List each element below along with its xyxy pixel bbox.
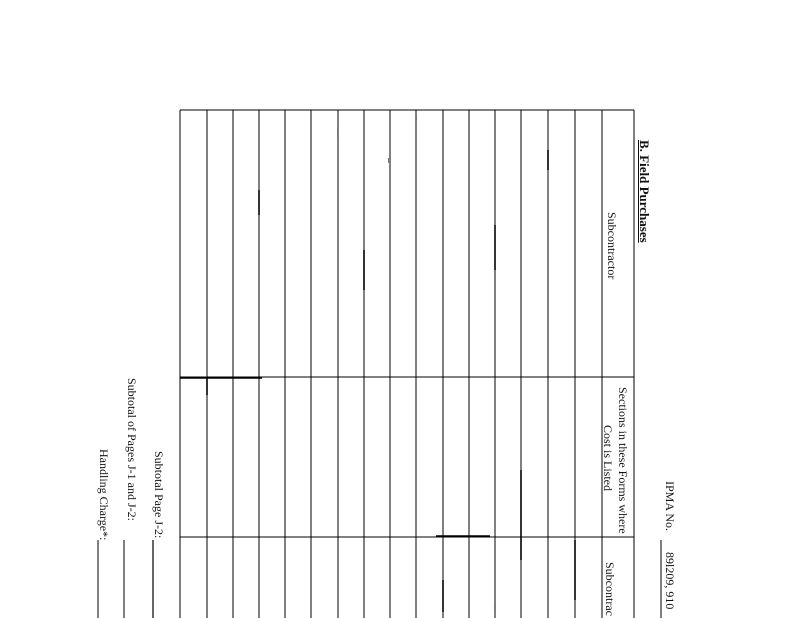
subtotal-page-label: Subtotal Page J-2:: [152, 451, 166, 539]
col-header-subcontractor-cut: Subcontrac: [603, 562, 617, 616]
col-header-subcontractor: Subcontractor: [605, 212, 619, 280]
ipma-number: 89l209, 910: [663, 552, 677, 610]
ipma-label: IPMA No.: [663, 481, 677, 532]
col-header-sections-line2: Cost is Listed: [601, 425, 615, 492]
col-header-sections-line1: Sections in these Forms where: [616, 387, 630, 534]
handling-charge-label: Handling Charge*:: [97, 449, 111, 541]
subtotal-pages-label: Subtotal of Pages J-1 and J-2:: [125, 378, 139, 521]
section-title: B. Field Purchases: [637, 140, 652, 243]
